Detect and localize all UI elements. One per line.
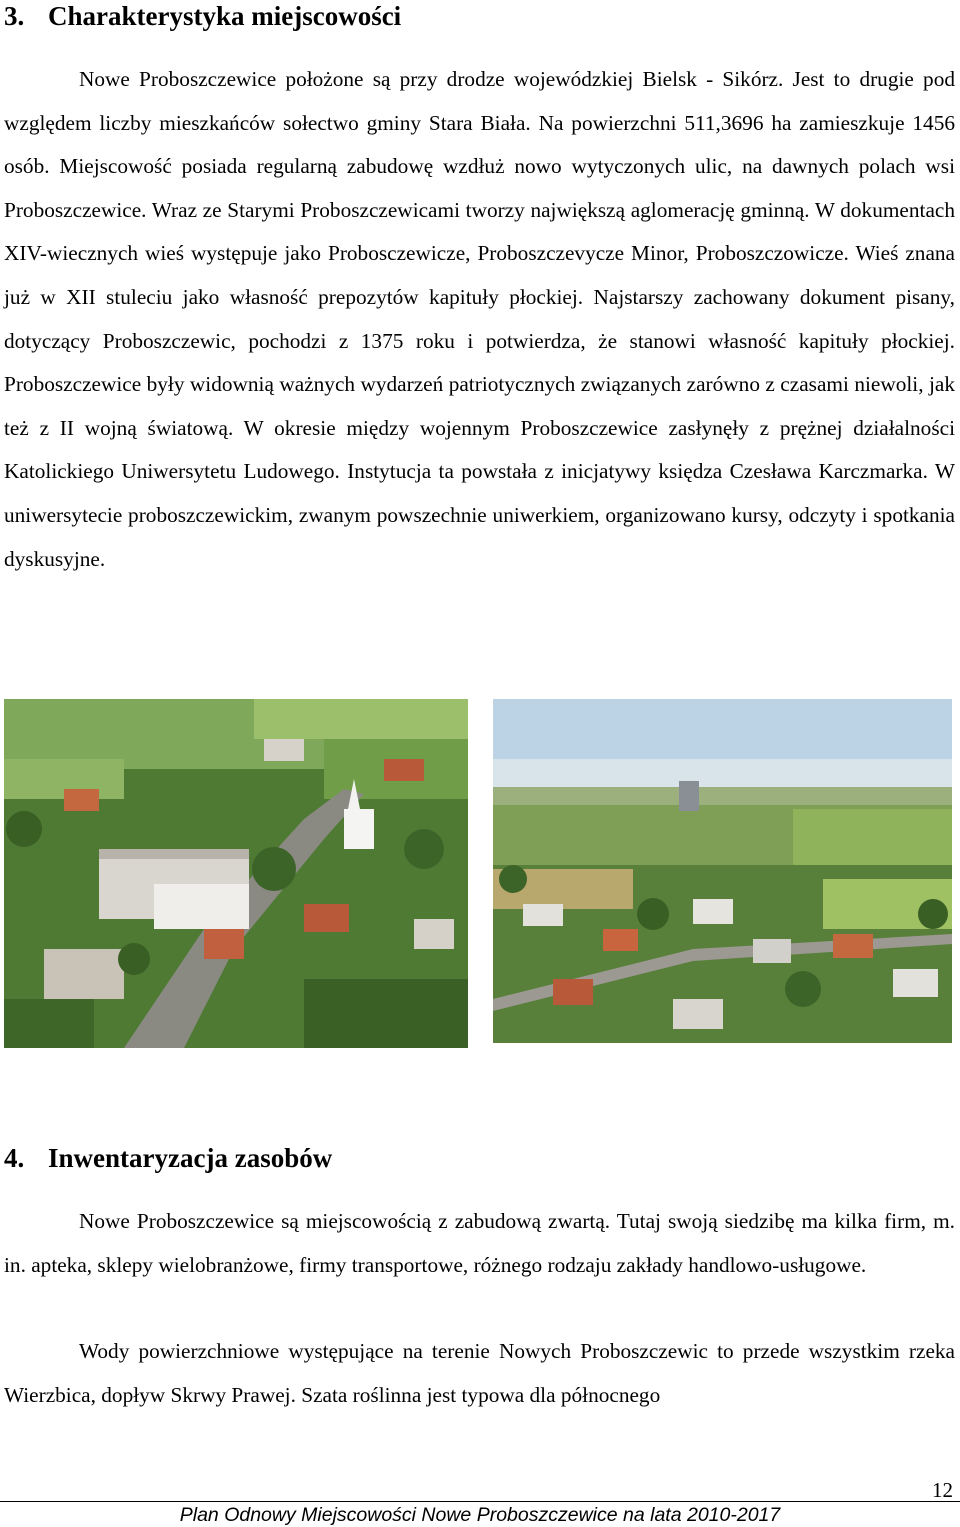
footer-divider — [0, 1501, 960, 1502]
section-4-paragraph-2: Wody powierzchniowe występujące na terenie Nowych Proboszczewic to przede wszystkim rzeka Wierzbica, dopływ Skrwy Prawej. Szata roślinna jest typowa dla północnego — [4, 1339, 955, 1407]
section-3-paragraph: Nowe Proboszczewice położone są przy drodze wojewódzkiej Bielsk - Sikórz. Jest to drugie pod względem liczby mieszkańców sołectwo gminy Stara Biała. Na powierzchni 511,3696 ha zamieszkuje 1456 osób. Miejscowość posiada regularną zabudowę wzdłuż nowo wytyczonych ulic, na dawnych polach wsi Proboszczewice. Wraz ze Starymi Proboszczewicami tworzy największą aglomerację gminną. W dokumentach XIV-wiecznych wieś występuje jako Probosczewicze, Proboszczevycze Minor, Proboszczowicze. Wieś znana już w XII stuleciu jako własność prepozytów kapituły płockiej. Najstarszy zachowany dokument pisany, dotyczący Proboszczewic, pochodzi z 1375 roku i potwierdza, że stanowi własność kapituły płockiej. Proboszczewice były widownią ważnych wydarzeń patriotycznych związanych zarówno z czasami niewoli, jak też z II wojną światową. W okresie między wojennym Proboszczewice zasłynęły z prężnej działalności Katolickiego Uniwersytetu Ludowego. Instytucja ta powstała z inicjatywy księdza Czesława Karczmarka. W uniwersytecie proboszczewickim, zwanym powszechnie uniwerkiem, organizowano kursy, odczyty i spotkania dyskusyjne. — [4, 67, 955, 571]
section-3-title: Charakterystyka miejscowości — [48, 1, 402, 31]
section-4-paragraph-1: Nowe Proboszczewice są miejscowością z zabudową zwartą. Tutaj swoją siedzibę ma kilka firm, m. in. apteka, sklepy wielobranżowe, firmy transportowe, różnego rodzaju zakłady handlowo-usługowe. — [4, 1209, 955, 1277]
aerial-photo-village-panorama — [493, 699, 952, 1043]
section-3-heading — [4, 0, 401, 32]
page-number: 12 — [932, 1478, 953, 1502]
section-4-title: Inwentaryzacja zasobów — [48, 1143, 333, 1173]
section-3-number: 3. — [4, 1, 25, 31]
footer-title: Plan Odnowy Miejscowości Nowe Proboszczewice na lata 2010-2017 — [179, 1504, 781, 1526]
aerial-photo-village-center — [4, 699, 468, 1048]
section-4-number: 4. — [4, 1143, 25, 1173]
section-4-heading — [4, 1142, 332, 1174]
